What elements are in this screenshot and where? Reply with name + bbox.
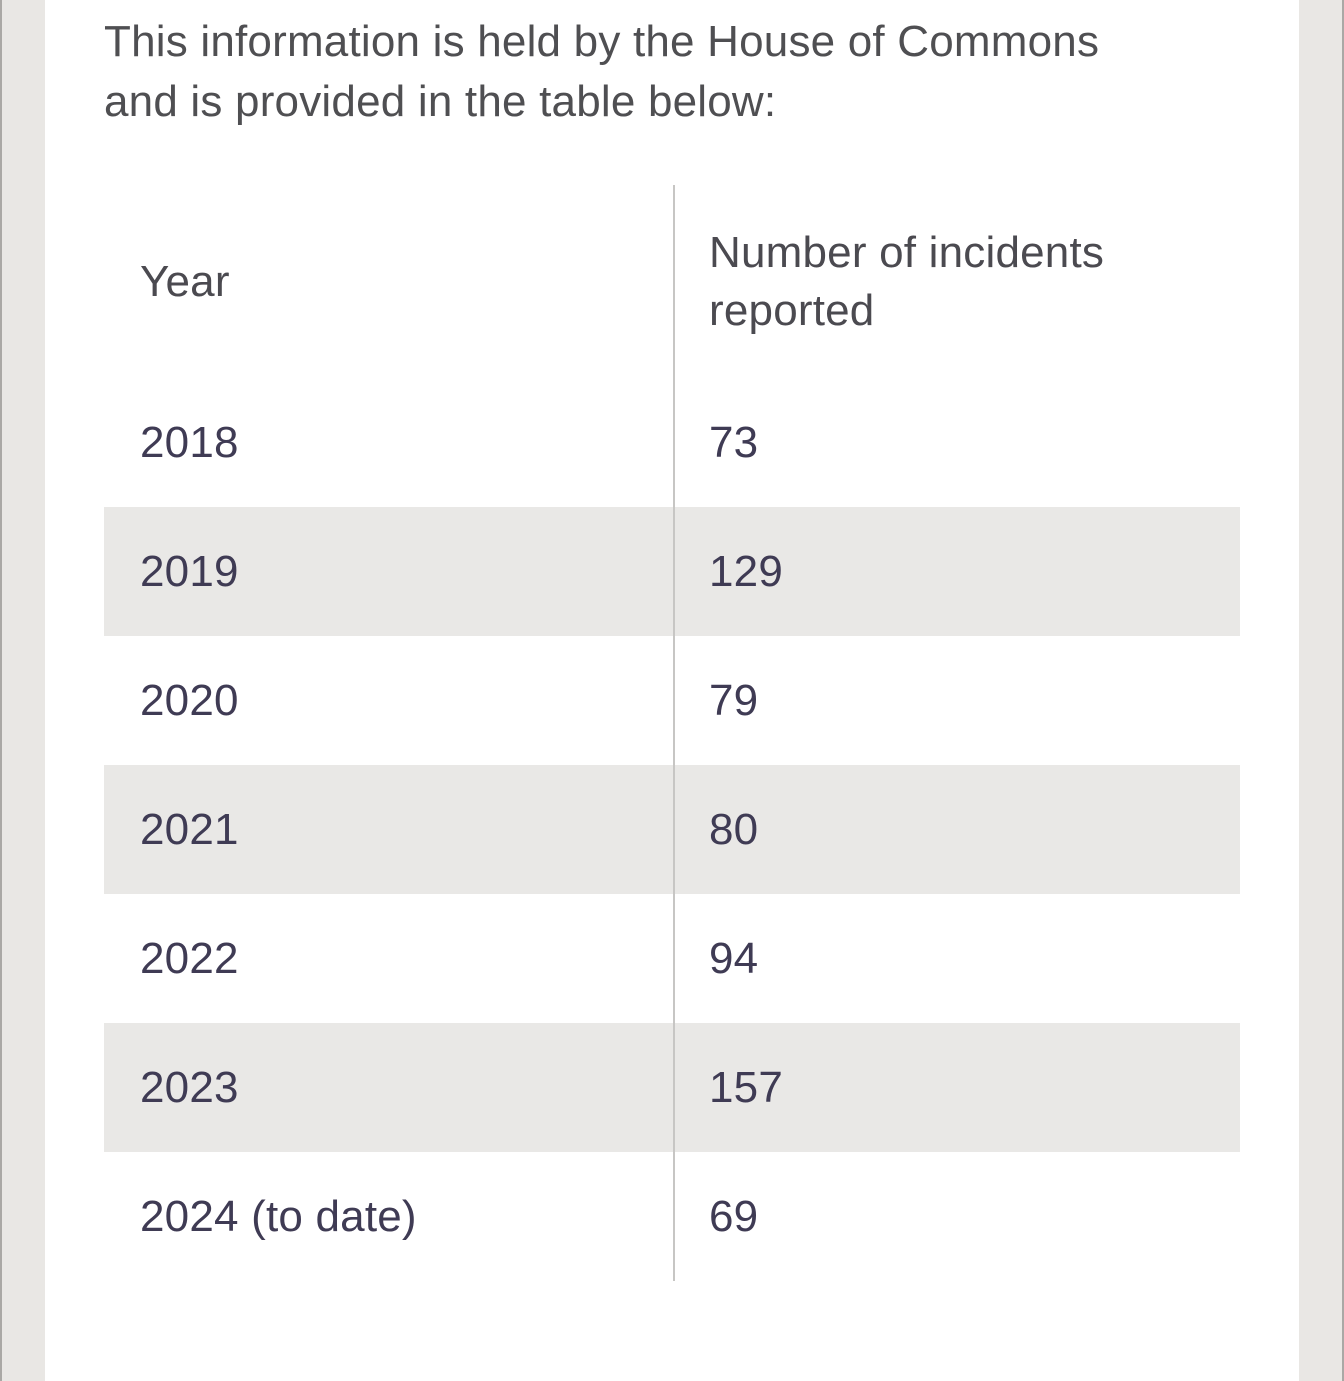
intro-line-1: This information is held by the House of Commons	[104, 17, 1100, 66]
table-row-2019	[104, 507, 1240, 636]
year-cell: 2022	[140, 933, 239, 983]
left-gutter	[0, 0, 45, 1381]
intro-line-2: and is provided in the table below:	[104, 77, 777, 126]
table-row-2023	[104, 1023, 1240, 1152]
year-cell: 2018	[140, 417, 239, 467]
table-row-2020	[104, 636, 1240, 765]
table-header-row	[104, 185, 1240, 378]
column-header-incidents: Number of incidents reported	[709, 227, 1105, 335]
right-gutter	[1299, 0, 1344, 1381]
year-cell: 2020	[140, 675, 239, 725]
incidents-cell: 69	[709, 1191, 759, 1241]
table-row-2018	[104, 378, 1240, 507]
incidents-table	[104, 185, 1240, 1281]
document-page	[45, 0, 1299, 1381]
incidents-cell: 80	[709, 804, 759, 854]
incidents-cell: 73	[709, 417, 759, 467]
year-cell: 2024 (to date)	[140, 1191, 417, 1241]
table-row-2021	[104, 765, 1240, 894]
incidents-cell: 79	[709, 675, 759, 725]
year-cell: 2021	[140, 804, 239, 854]
column-header-year: Year	[140, 256, 230, 306]
incidents-cell: 157	[709, 1062, 784, 1112]
table-row-2024	[104, 1152, 1240, 1281]
table-row-2022	[104, 894, 1240, 1023]
year-cell: 2019	[140, 546, 239, 596]
column-divider	[673, 185, 675, 1281]
incidents-cell: 129	[709, 546, 784, 596]
intro-text	[45, 0, 1299, 132]
incidents-cell: 94	[709, 933, 759, 983]
year-cell: 2023	[140, 1062, 239, 1112]
